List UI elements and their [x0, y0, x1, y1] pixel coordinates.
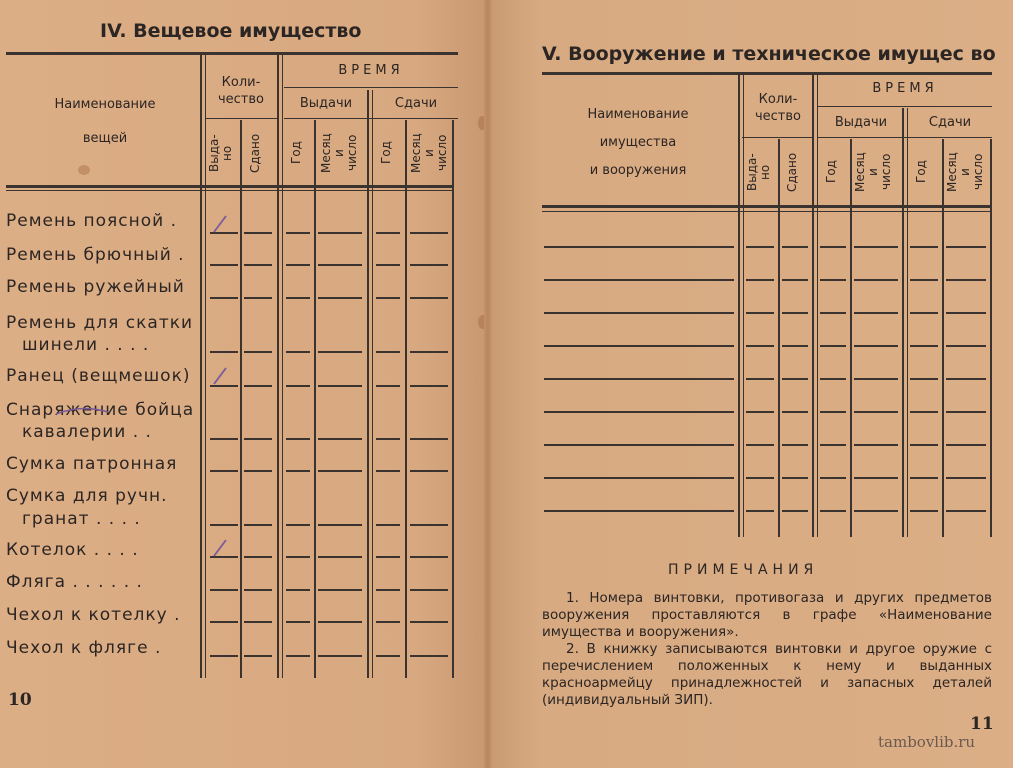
column-rule — [277, 55, 279, 678]
entry-dash — [544, 444, 734, 446]
header-bottom-rule — [6, 190, 452, 191]
entry-dash — [210, 621, 238, 623]
entry-dash — [544, 510, 734, 512]
column-rule — [200, 55, 202, 678]
entry-dash — [910, 510, 938, 512]
column-rule — [367, 90, 369, 678]
header-month-day2: Месяц и число — [409, 133, 449, 173]
entry-dash — [210, 351, 238, 353]
entry-dash — [210, 470, 238, 472]
entry-dash — [782, 312, 808, 314]
entry-dash — [820, 312, 846, 314]
entry-dash — [910, 246, 938, 248]
section-title: IV. Вещевое имущество — [100, 20, 362, 42]
entry-dash — [910, 477, 938, 479]
column-rule — [817, 75, 818, 537]
entry-dash — [318, 438, 362, 440]
entry-dash — [854, 378, 898, 380]
entry-dash — [854, 312, 898, 314]
header-qty-line2: чество — [754, 109, 801, 124]
entry-dash — [244, 556, 272, 558]
header-qty-line1: Коли- — [221, 75, 261, 90]
column-rule — [738, 75, 740, 537]
entry-dash — [746, 444, 774, 446]
entry-dash — [244, 264, 272, 266]
entry-dash — [854, 477, 898, 479]
entry-dash — [244, 385, 272, 387]
entry-dash — [318, 589, 362, 591]
notes-title: ПРИМЕЧАНИЯ — [668, 562, 819, 578]
entry-dash — [210, 264, 238, 266]
entry-dash — [854, 246, 898, 248]
header-year: Год — [824, 160, 838, 184]
entry-dash — [910, 312, 938, 314]
time-subheader-rule — [284, 87, 458, 88]
entry-dash — [746, 312, 774, 314]
entry-dash — [746, 477, 774, 479]
entry-dash — [946, 345, 986, 347]
entry-dash — [210, 297, 238, 299]
entry-dash — [244, 232, 272, 234]
column-rule — [314, 120, 316, 678]
entry-dash — [854, 411, 898, 413]
entry-dash — [286, 385, 310, 387]
entry-dash — [318, 621, 362, 623]
entry-dash — [782, 411, 808, 413]
header-month-day2: Месяц и число — [945, 152, 985, 192]
pencil-underline — [54, 402, 110, 416]
entry-dash — [376, 297, 400, 299]
header-time: ВРЕМЯ — [338, 63, 404, 78]
entry-dash — [376, 438, 400, 440]
entry-dash — [244, 470, 272, 472]
entry-dash — [544, 378, 734, 380]
entry-dash — [544, 411, 734, 413]
note-2: 2. В книжку записываются винтовки и другое оружие с перечислением положенных к нему и выданных красноармейцу принадлежностей и запасных деталей (индивидуальный ЗИП). — [542, 641, 992, 708]
time-subheader-rule — [284, 118, 458, 119]
header-return: Сдачи — [928, 115, 972, 130]
entry-dash — [854, 444, 898, 446]
list-item: шинели . . . . — [22, 335, 150, 355]
entry-dash — [376, 351, 400, 353]
table-top-rule — [542, 72, 992, 75]
column-rule — [907, 108, 908, 537]
header-year2: Год — [379, 141, 393, 165]
entry-dash — [854, 510, 898, 512]
entry-dash — [244, 297, 272, 299]
paper-stain — [78, 165, 90, 175]
entry-dash — [946, 378, 986, 380]
entry-dash — [410, 351, 448, 353]
entry-dash — [782, 279, 808, 281]
header-name-line2: вещей — [82, 131, 128, 146]
entry-dash — [746, 279, 774, 281]
entry-dash — [286, 524, 310, 526]
entry-dash — [820, 345, 846, 347]
entry-dash — [782, 246, 808, 248]
entry-dash — [318, 385, 362, 387]
entry-dash — [820, 510, 846, 512]
header-bottom-rule — [6, 185, 452, 188]
entry-dash — [746, 378, 774, 380]
qty-subheader-rule — [742, 137, 812, 138]
header-name-line3: и вооружения — [589, 163, 687, 178]
pencil-check-mark — [212, 214, 230, 234]
entry-dash — [286, 655, 310, 657]
entry-dash — [244, 351, 272, 353]
entry-dash — [782, 477, 808, 479]
section-title: V. Вооружение и техническое имущес во — [542, 43, 996, 65]
time-subheader-rule — [818, 137, 992, 138]
entry-dash — [318, 232, 362, 234]
list-item: гранат . . . . — [22, 509, 141, 529]
entry-dash — [410, 556, 448, 558]
watermark: tambovlib.ru — [878, 733, 976, 751]
entry-dash — [210, 524, 238, 526]
entry-dash — [820, 246, 846, 248]
entry-dash — [410, 438, 448, 440]
list-item: Ремень для скатки — [6, 313, 194, 333]
entry-dash — [244, 621, 272, 623]
entry-dash — [286, 470, 310, 472]
entry-dash — [544, 345, 734, 347]
header-return: Сдачи — [394, 96, 438, 111]
entry-dash — [820, 378, 846, 380]
entry-dash — [410, 655, 448, 657]
header-year2: Год — [914, 160, 928, 184]
entry-dash — [410, 264, 448, 266]
entry-dash — [210, 438, 238, 440]
entry-dash — [820, 444, 846, 446]
column-rule — [990, 139, 992, 537]
note-1: 1. Номера винтовки, противогаза и других предметов вооружения проставляются в графе «Наименование имущества и вооружения». — [542, 590, 992, 640]
header-time: ВРЕМЯ — [872, 81, 938, 96]
list-item: Сумка для ручн. — [6, 486, 168, 506]
entry-dash — [820, 477, 846, 479]
entry-dash — [286, 621, 310, 623]
entry-dash — [820, 411, 846, 413]
entry-dash — [376, 556, 400, 558]
column-rule — [778, 139, 780, 537]
entry-dash — [210, 589, 238, 591]
entry-dash — [544, 477, 734, 479]
entry-dash — [410, 589, 448, 591]
entry-dash — [210, 655, 238, 657]
entry-dash — [286, 556, 310, 558]
list-item: Чехол к котелку . — [6, 605, 181, 625]
entry-dash — [410, 297, 448, 299]
entry-dash — [376, 524, 400, 526]
column-rule — [205, 55, 206, 678]
list-item: Ремень поясной . — [6, 211, 177, 231]
entry-dash — [318, 556, 362, 558]
entry-dash — [946, 411, 986, 413]
entry-dash — [782, 444, 808, 446]
entry-dash — [286, 351, 310, 353]
qty-subheader-rule — [205, 118, 277, 119]
notes-body — [542, 590, 992, 709]
entry-dash — [544, 279, 734, 281]
entry-dash — [244, 655, 272, 657]
header-issue: Выдачи — [834, 115, 888, 130]
entry-dash — [318, 470, 362, 472]
entry-dash — [318, 297, 362, 299]
header-name-line1: Наименование — [54, 97, 156, 112]
entry-dash — [376, 470, 400, 472]
list-item: Фляга . . . . . . — [6, 572, 143, 592]
entry-dash — [376, 264, 400, 266]
entry-dash — [318, 351, 362, 353]
entry-dash — [910, 444, 938, 446]
table-top-rule — [6, 52, 458, 55]
entry-dash — [544, 246, 734, 248]
header-bottom-rule — [542, 211, 992, 212]
column-rule — [902, 108, 904, 537]
column-rule — [240, 120, 242, 678]
entry-dash — [746, 411, 774, 413]
entry-dash — [946, 444, 986, 446]
right-page — [488, 0, 1013, 768]
header-handed: Сдано — [248, 133, 262, 173]
entry-dash — [286, 589, 310, 591]
entry-dash — [854, 345, 898, 347]
list-item: Сумка патронная — [6, 454, 178, 474]
column-rule — [405, 120, 407, 678]
header-month-day: Месяц и число — [319, 133, 359, 173]
header-qty-line2: чество — [217, 92, 264, 107]
book-spine — [484, 0, 492, 768]
entry-dash — [820, 279, 846, 281]
header-year: Год — [289, 141, 303, 165]
entry-dash — [946, 279, 986, 281]
header-issue: Выдачи — [299, 96, 353, 111]
entry-dash — [376, 385, 400, 387]
time-subheader-rule — [818, 106, 992, 107]
entry-dash — [376, 655, 400, 657]
header-month-day: Месяц и число — [853, 152, 893, 192]
left-page — [0, 0, 488, 768]
page-number: 11 — [970, 714, 994, 734]
entry-dash — [286, 264, 310, 266]
entry-dash — [318, 264, 362, 266]
column-rule — [452, 120, 454, 678]
header-name-line2: имущества — [599, 135, 677, 150]
entry-dash — [244, 524, 272, 526]
entry-dash — [544, 312, 734, 314]
column-rule — [282, 55, 283, 678]
header-issued: Выда- но — [207, 134, 234, 172]
entry-dash — [746, 345, 774, 347]
column-rule — [372, 90, 373, 678]
entry-dash — [782, 345, 808, 347]
entry-dash — [746, 510, 774, 512]
header-bottom-rule — [542, 205, 992, 208]
entry-dash — [410, 470, 448, 472]
list-item: кавалерии . . — [22, 422, 152, 442]
entry-dash — [286, 438, 310, 440]
entry-dash — [910, 411, 938, 413]
entry-dash — [410, 385, 448, 387]
entry-dash — [410, 232, 448, 234]
entry-dash — [910, 279, 938, 281]
entry-dash — [286, 297, 310, 299]
pencil-check-mark — [212, 538, 230, 558]
pencil-check-mark — [212, 366, 230, 386]
entry-dash — [782, 378, 808, 380]
entry-dash — [318, 655, 362, 657]
entry-dash — [376, 589, 400, 591]
column-rule — [850, 139, 852, 537]
entry-dash — [946, 246, 986, 248]
page-number: 10 — [8, 690, 32, 710]
column-rule — [942, 139, 944, 537]
entry-dash — [244, 438, 272, 440]
entry-dash — [782, 510, 808, 512]
list-item: Ранец (вещмешок) — [6, 366, 191, 386]
entry-dash — [746, 246, 774, 248]
entry-dash — [910, 345, 938, 347]
header-qty-line1: Коли- — [758, 92, 798, 107]
header-name-line1: Наименование — [587, 107, 689, 122]
entry-dash — [946, 477, 986, 479]
list-item: Котелок . . . . — [6, 540, 139, 560]
column-rule — [743, 75, 744, 537]
entry-dash — [318, 524, 362, 526]
entry-dash — [376, 232, 400, 234]
list-item: Снаряжение бойца — [6, 400, 195, 420]
entry-dash — [286, 232, 310, 234]
list-item: Ремень ружейный — [6, 277, 185, 297]
entry-dash — [376, 621, 400, 623]
list-item: Ремень брючный . — [6, 245, 185, 265]
list-item: Чехол к фляге . — [6, 638, 162, 658]
header-issued: Выда- но — [745, 153, 772, 191]
entry-dash — [244, 589, 272, 591]
entry-dash — [410, 524, 448, 526]
entry-dash — [946, 312, 986, 314]
header-handed: Сдано — [785, 152, 799, 192]
entry-dash — [854, 279, 898, 281]
entry-dash — [946, 510, 986, 512]
entry-dash — [910, 378, 938, 380]
entry-dash — [410, 621, 448, 623]
column-rule — [812, 75, 814, 537]
